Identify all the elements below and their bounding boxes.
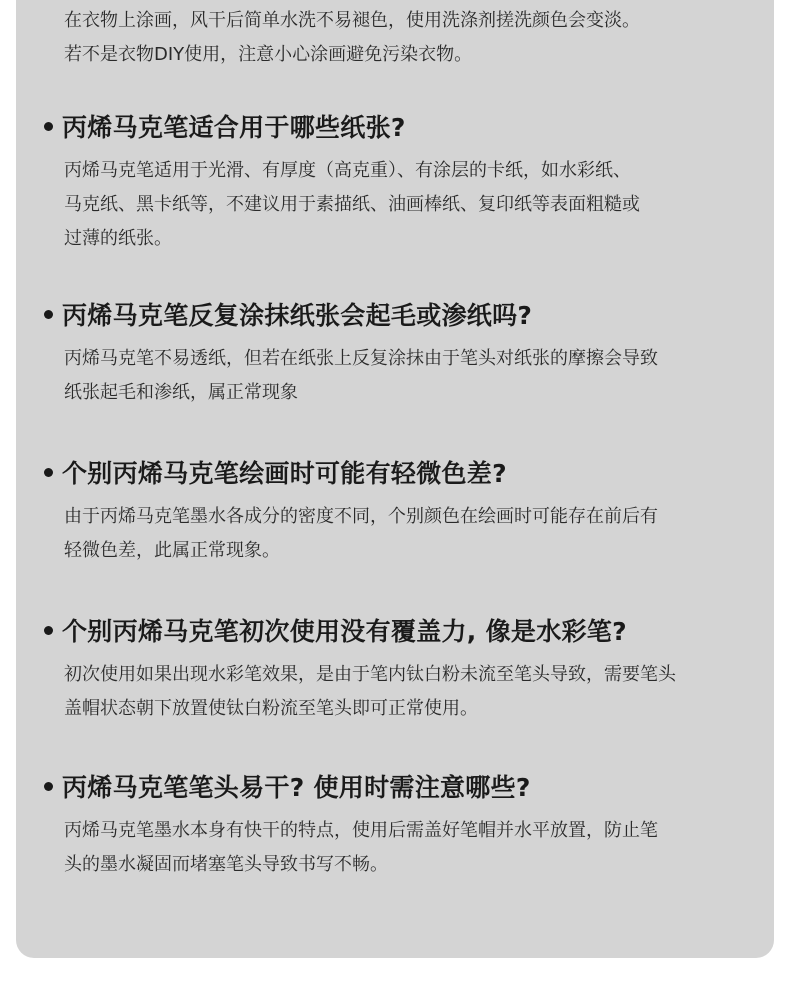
faq-answer-line: 初次使用如果出现水彩笔效果，是由于笔内钛白粉未流至笔头导致，需要笔头 [64,664,676,685]
bullet-icon [44,122,53,131]
faq-answer-line: 头的墨水凝固而堵塞笔头导致书写不畅。 [64,854,388,875]
faq-answer-line: 纸张起毛和渗纸，属正常现象 [64,382,298,403]
faq-answer-line: 马克纸、黑卡纸等，不建议用于素描纸、油画棒纸、复印纸等表面粗糙或 [64,194,640,215]
faq-question [44,452,764,492]
faq-question [44,294,764,334]
faq-card [16,0,774,958]
intro-line: 若不是衣物DIY使用，注意小心涂画避免污染衣物。 [64,44,473,65]
faq-answer [64,342,764,410]
faq-item-tip-drying [44,766,764,882]
intro-text [64,4,744,72]
faq-answer [64,154,764,256]
faq-question-text: 丙烯马克笔适合用于哪些纸张? [62,113,406,142]
faq-item-paper-types [44,106,764,256]
faq-item-color-difference [44,452,764,568]
faq-answer [64,814,764,882]
faq-answer-line: 丙烯马克笔墨水本身有快干的特点，使用后需盖好笔帽并水平放置，防止笔 [64,820,658,841]
faq-item-coverage [44,610,764,726]
faq-question-text: 丙烯马克笔反复涂抹纸张会起毛或渗纸吗? [62,301,533,330]
faq-question [44,766,764,806]
faq-question-text: 丙烯马克笔笔头易干? 使用时需注意哪些? [62,773,531,802]
faq-answer-line: 丙烯马克笔适用于光滑、有厚度（高克重）、有涂层的卡纸，如水彩纸、 [64,160,631,181]
bullet-icon [44,626,53,635]
faq-answer [64,658,764,726]
bullet-icon [44,310,53,319]
faq-answer-line: 过薄的纸张。 [64,228,172,249]
intro-line: 在衣物上涂画，风干后简单水洗不易褪色，使用洗涤剂搓洗颜色会变淡。 [64,10,640,31]
bullet-icon [44,468,53,477]
bullet-icon [44,782,53,791]
faq-item-paper-pilling [44,294,764,410]
faq-answer-line: 轻微色差，此属正常现象。 [64,540,280,561]
faq-question [44,106,764,146]
faq-answer [64,500,764,568]
faq-answer-line: 盖帽状态朝下放置使钛白粉流至笔头即可正常使用。 [64,698,478,719]
faq-question-text: 个别丙烯马克笔绘画时可能有轻微色差? [62,459,507,488]
faq-answer-line: 由于丙烯马克笔墨水各成分的密度不同，个别颜色在绘画时可能存在前后有 [64,506,658,527]
faq-answer-line: 丙烯马克笔不易透纸，但若在纸张上反复涂抹由于笔头对纸张的摩擦会导致 [64,348,658,369]
faq-question [44,610,764,650]
faq-question-text: 个别丙烯马克笔初次使用没有覆盖力, 像是水彩笔? [62,617,627,646]
